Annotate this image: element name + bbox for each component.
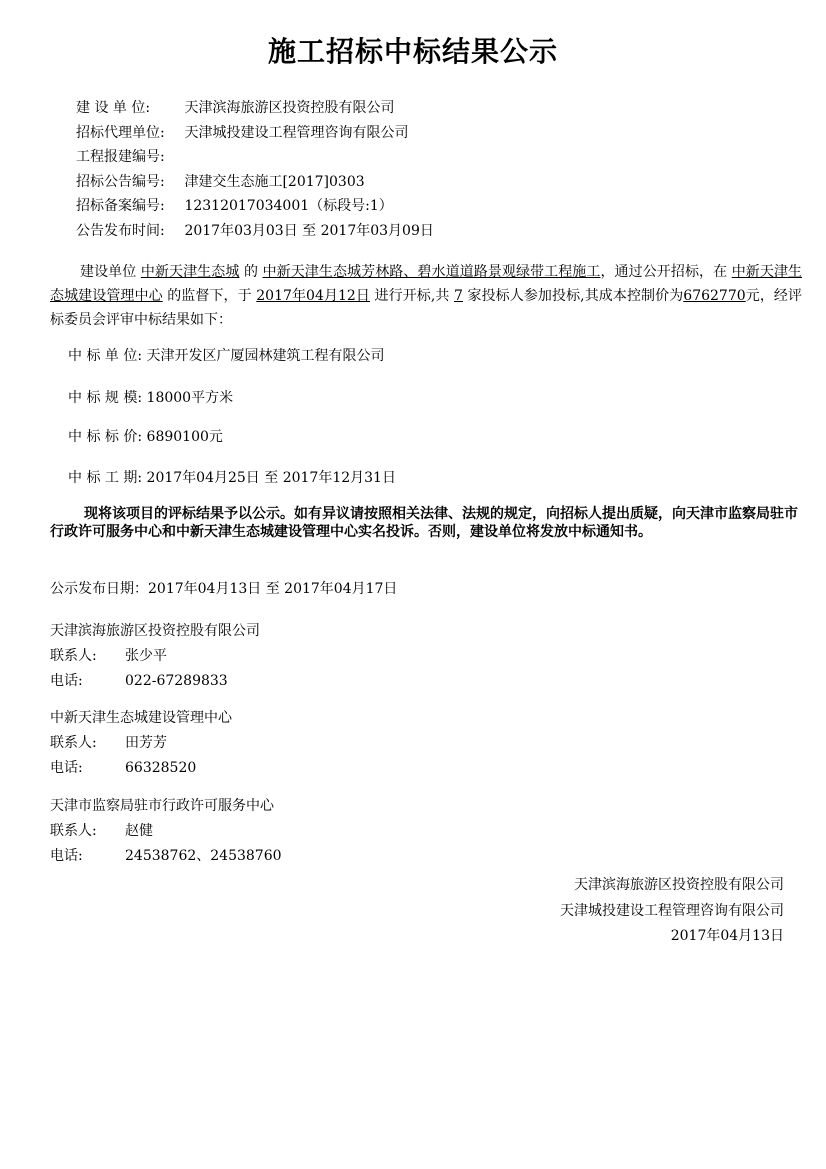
signature-date: 2017年04月13日 <box>670 928 784 944</box>
signature-block <box>560 873 784 950</box>
contact-phone: 24538762、24538760 <box>125 848 282 864</box>
info-row-publish-time <box>76 219 434 244</box>
result-label: 中 标 单 位: <box>68 348 143 364</box>
contact-person: 赵健 <box>125 823 153 839</box>
result-scale <box>68 387 233 407</box>
project-name: 中新天津生态城芳林路、碧水道道路景观绿带工程施工 <box>262 264 601 280</box>
contact-phone: 022-67289833 <box>125 673 228 689</box>
info-value: 2017年03月03日 至 2017年03月09日 <box>184 222 434 239</box>
text-segment: 家投标人参加投标,其成本控制价为 <box>462 288 684 304</box>
info-row-agent <box>76 121 434 146</box>
info-row-announcement-no <box>76 170 434 195</box>
text-segment: 的 <box>239 264 263 280</box>
info-value: 天津滨海旅游区投资控股有限公司 <box>184 100 395 116</box>
result-value: 2017年04月25日 至 2017年12月31日 <box>146 470 396 486</box>
info-label: 公告发布时间: <box>76 222 165 239</box>
result-label: 中 标 工 期: <box>68 470 143 486</box>
result-value: 6890100元 <box>146 429 223 445</box>
contact-phone-label: 电话: <box>50 673 83 689</box>
info-row-builder <box>76 96 434 121</box>
contact-org: 天津市监察局驻市行政许可服务中心 <box>50 798 274 814</box>
info-label: 工程报建编号: <box>76 149 165 166</box>
info-label: 建 设 单 位: <box>76 100 151 116</box>
contact-phone-label: 电话: <box>50 848 83 864</box>
text-segment: 的监督下，于 <box>162 288 257 304</box>
result-label: 中 标 标 价: <box>68 429 143 445</box>
text-segment: ，通过公开招标，在 <box>600 264 732 280</box>
document-title: 施工招标中标结果公示 <box>267 35 558 68</box>
bid-summary-paragraph <box>50 260 802 332</box>
contact-block-supervision-bureau <box>50 794 282 869</box>
signature-org-2: 天津城投建设工程管理咨询有限公司 <box>560 902 784 919</box>
info-value: 12312017034001（标段号:1） <box>184 198 393 215</box>
contact-org: 中新天津生态城建设管理中心 <box>50 710 232 726</box>
signature-org-1: 天津滨海旅游区投资控股有限公司 <box>574 877 784 893</box>
result-winning-unit <box>68 345 385 365</box>
text-segment: 进行开标,共 <box>370 288 455 304</box>
publish-date: 公示发布日期：2017年04月13日 至 2017年04月17日 <box>50 581 398 597</box>
contact-block-investor <box>50 619 260 694</box>
info-label: 招标公告编号: <box>76 173 165 190</box>
result-value: 18000平方米 <box>146 390 234 406</box>
info-label: 招标代理单位: <box>76 124 165 141</box>
open-date: 2017年04月12日 <box>256 288 371 304</box>
info-row-registration <box>76 145 434 170</box>
result-label: 中 标 规 模: <box>68 390 143 406</box>
contact-org: 天津滨海旅游区投资控股有限公司 <box>50 623 260 639</box>
info-value: 天津城投建设工程管理咨询有限公司 <box>184 124 409 141</box>
bidder-count: 7 <box>454 288 463 304</box>
contact-block-management-center <box>50 706 232 781</box>
result-price <box>68 426 223 446</box>
text-segment: 建设单位 <box>80 264 141 280</box>
info-label: 招标备案编号: <box>76 198 165 215</box>
contact-person-label: 联系人: <box>50 648 97 664</box>
publicity-notice: 现将该项目的评标结果予以公示。如有异议请按照相关法律、法规的规定，向招标人提出质疑，向天津市监察局驻市行政许可服务中心和中新天津生态城建设管理中心实名投诉。否则，建设单位将发放中标通知书。 <box>50 506 798 540</box>
contact-phone-label: 电话: <box>50 760 83 776</box>
info-row-filing-no <box>76 194 434 219</box>
contact-person: 田芳芳 <box>125 735 167 751</box>
builder-name: 中新天津生态城 <box>140 264 240 280</box>
result-value: 天津开发区广厦园林建筑工程有限公司 <box>146 348 385 364</box>
project-info <box>76 96 434 244</box>
contact-person-label: 联系人: <box>50 823 97 839</box>
cost-control-price: 6762770 <box>683 288 746 304</box>
contact-person: 张少平 <box>125 648 167 664</box>
supervisor-name: 中新天津生态城建设管理中心 <box>50 264 803 304</box>
text-segment: 元，经评标委员会评审中标结果如下： <box>50 288 802 328</box>
info-value: 津建交生态施工[2017]0303 <box>184 173 365 190</box>
result-period <box>68 467 396 487</box>
contact-phone: 66328520 <box>125 760 197 776</box>
contact-person-label: 联系人: <box>50 735 97 751</box>
